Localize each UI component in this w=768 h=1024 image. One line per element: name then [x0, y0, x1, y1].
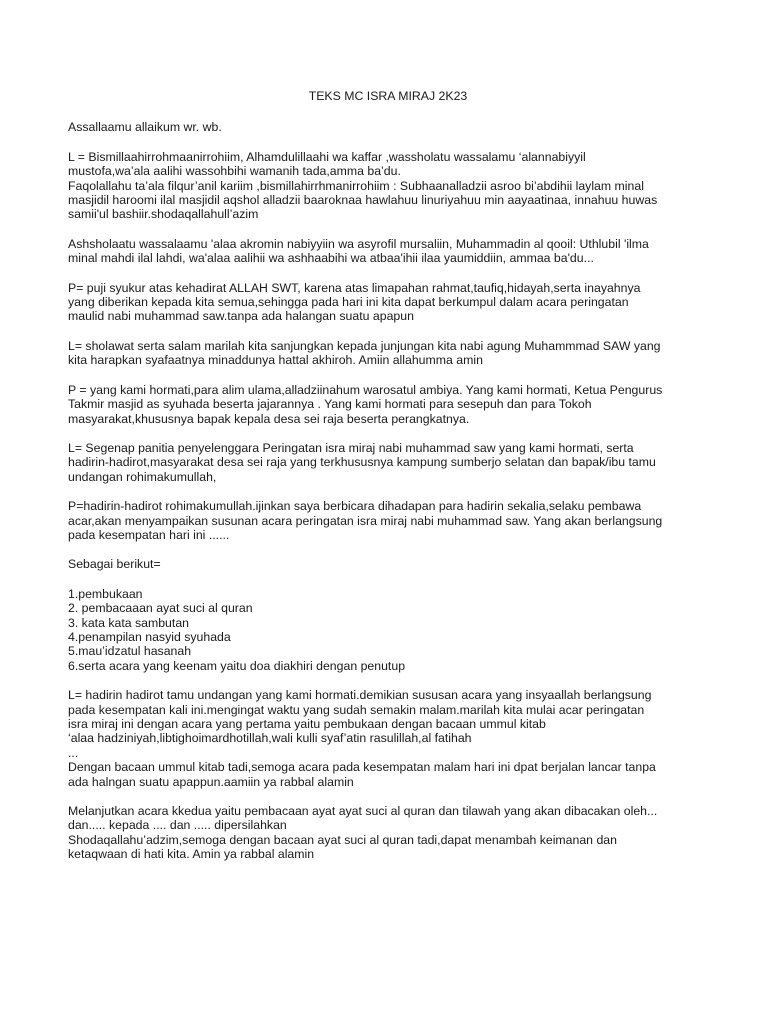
agenda-list — [68, 587, 708, 673]
opening-paragraph — [68, 150, 708, 222]
text-line: L= hadirin hadirot tamu undangan yang kami hormati.demikian sususan acara yang insyaallah berlangsung — [68, 688, 652, 703]
text-line: ... — [68, 745, 79, 760]
agenda-item: 1.pembukaan — [68, 586, 143, 601]
agenda-heading — [68, 557, 708, 571]
opening-fatihah-paragraph — [68, 688, 708, 789]
text-line: maulid nabi muhammad saw.tanpa ada halangan suatu apapun — [68, 309, 414, 324]
agenda-item: 4.penampilan nasyid syuhada — [68, 629, 231, 644]
salam-paragraph — [68, 339, 708, 368]
text-line: Melanjutkan acara kkedua yaitu pembacaan ayat ayat suci al quran dan tilawah yang akan dibacakan oleh... — [68, 804, 658, 819]
text-line: isra miraj ini dengan acara yang pertama yaitu pembukaan dengan bacaan ummul kitab — [68, 717, 546, 731]
text-line: ada halngan suatu apappun.aamiin ya rabbal alamin — [68, 774, 354, 789]
text-line: yang diberikan kepada kita semua,sehingga pada hari ini kita dapat berkumpul dalam acara peringatan — [68, 295, 629, 310]
text-line: hadirin-hadirot,masyarakat desa sei raja yang terkhususnya kampung sumberjo selatan dan bapak/ibu tamu — [68, 455, 656, 470]
agenda-item: 5.mau’idzatul hasanah — [68, 644, 192, 659]
text-line: acar,akan menyampaikan susunan acara peringatan isra miraj nabi muhammad saw. Yang akan berlangsung — [68, 513, 663, 528]
text-line: Dengan bacaan ummul kitab tadi,semoga acara pada kesempatan malam hari ini dpat berjalan lancar tanpa — [68, 760, 656, 775]
agenda-item: 6.serta acara yang keenam yaitu doa diakhiri dengan penutup — [68, 658, 406, 673]
agenda-item: 2. pembacaaan ayat suci al quran — [68, 601, 253, 616]
text-line: ‘alaa hadziniyah,libtighoimardhotillah,wali kulli syaf’atin rasulillah,al fatihah — [68, 731, 472, 746]
committee-paragraph — [68, 441, 708, 484]
text-line: masyarakat,khususnya bapak kepala desa sei raja beserta perangkatnya. — [68, 411, 470, 426]
greeting-paragraph — [68, 120, 708, 134]
text-line: Shodaqallahu’adzim,semoga dengan bacaan ayat suci al quran tadi,dapat menambah keimanan dan — [68, 832, 617, 847]
agenda-intro-paragraph — [68, 499, 708, 542]
document-title: TEKS MC ISRA MIRAJ 2K23 — [308, 89, 468, 103]
text-line: Sebagai berikut= — [68, 557, 161, 572]
text-line: L= sholawat serta salam marilah kita sanjungkan kepada junjungan kita nabi agung Muhammmad SAW yang — [68, 338, 661, 353]
text-line: L= Segenap panitia penyelenggara Peringatan isra miraj nabi muhammad saw yang kami hormati, serta — [68, 440, 634, 455]
text-line: P= puji syukur atas kehadirat ALLAH SWT, karena atas limapahan rahmat,taufiq,hidayah,serta inayahnya — [68, 280, 641, 295]
text-line: P = yang kami hormati,para alim ulama,alladziinahum warosatul ambiya. Yang kami hormati, Ketua Pengurus — [68, 382, 663, 397]
syukur-paragraph — [68, 281, 708, 324]
text-line: ketaqwaan di hati kita. Amin ya rabbal alamin — [68, 847, 315, 862]
agenda-item: 3. kata kata sambutan — [68, 615, 189, 630]
text-line: dan..... kepada .... dan ..... dipersilahkan — [68, 818, 287, 833]
text-line: minal mahdi ilal lahdi, wa'alaa aalihii wa ashhaabihi wa atbaa'ihii ilaa yaumiddiin, ammaa ba'du... — [68, 251, 594, 266]
sholawat-paragraph — [68, 237, 708, 266]
text-line: kita harapkan syafaatnya minaddunya hattal akhiroh. Amiin allahumma amin — [68, 353, 483, 368]
honored-guests-paragraph — [68, 383, 708, 426]
text-line: P=hadirin-hadirot rohimakumullah.ijinkan saya berbicara dihadapan para hadirin sekalia,selaku pembawa — [68, 499, 642, 514]
text-line: masjidil haroomi ilal masjidil aqshol alladzii baaroknaa hawlahuu linuriyahuu min aayaatinaa, innahuu huwas — [68, 193, 658, 208]
text-line: mustofa,wa’ala aalihi wassohbihi wamanih tada,amma ba’du. — [68, 164, 401, 179]
text-line: undangan rohimakumullah, — [68, 469, 217, 484]
tilawah-paragraph — [68, 804, 708, 862]
text-line: pada kesempatan kali ini.mengingat waktu yang sudah semakin malam.marilah kita mulai acar peringatan — [68, 702, 645, 717]
text-line: pada kesempatan hari ini ...... — [68, 527, 230, 542]
text-line: samii'ul bashiir.shodaqallahull’azim — [68, 207, 259, 222]
text-line: Ashsholaatu wassalaamu 'alaa akromin nabiyyiin wa asyrofil mursaliin, Muhammadin al qooil: Uthlubil 'ilma — [68, 236, 649, 251]
text-line: L = Bismillaahirrohmaanirrohiim, Alhamdulillaahi wa kaffar ,wassholatu wassalamu ‘alannabiyyil — [68, 149, 586, 164]
text-line: Takmir masjid as syuhada beserta jajarannya . Yang kami hormati para sesepuh dan para Tokoh — [68, 397, 592, 412]
text-line: Faqolallahu ta’ala filqur’anil kariim ,bismillahirrhmanirrohiim : Subhaanalladzii asroo bi’abdihii laylam minal — [68, 178, 644, 193]
text-line: Assallaamu allaikum wr. wb. — [68, 120, 222, 135]
document-body — [68, 89, 708, 877]
